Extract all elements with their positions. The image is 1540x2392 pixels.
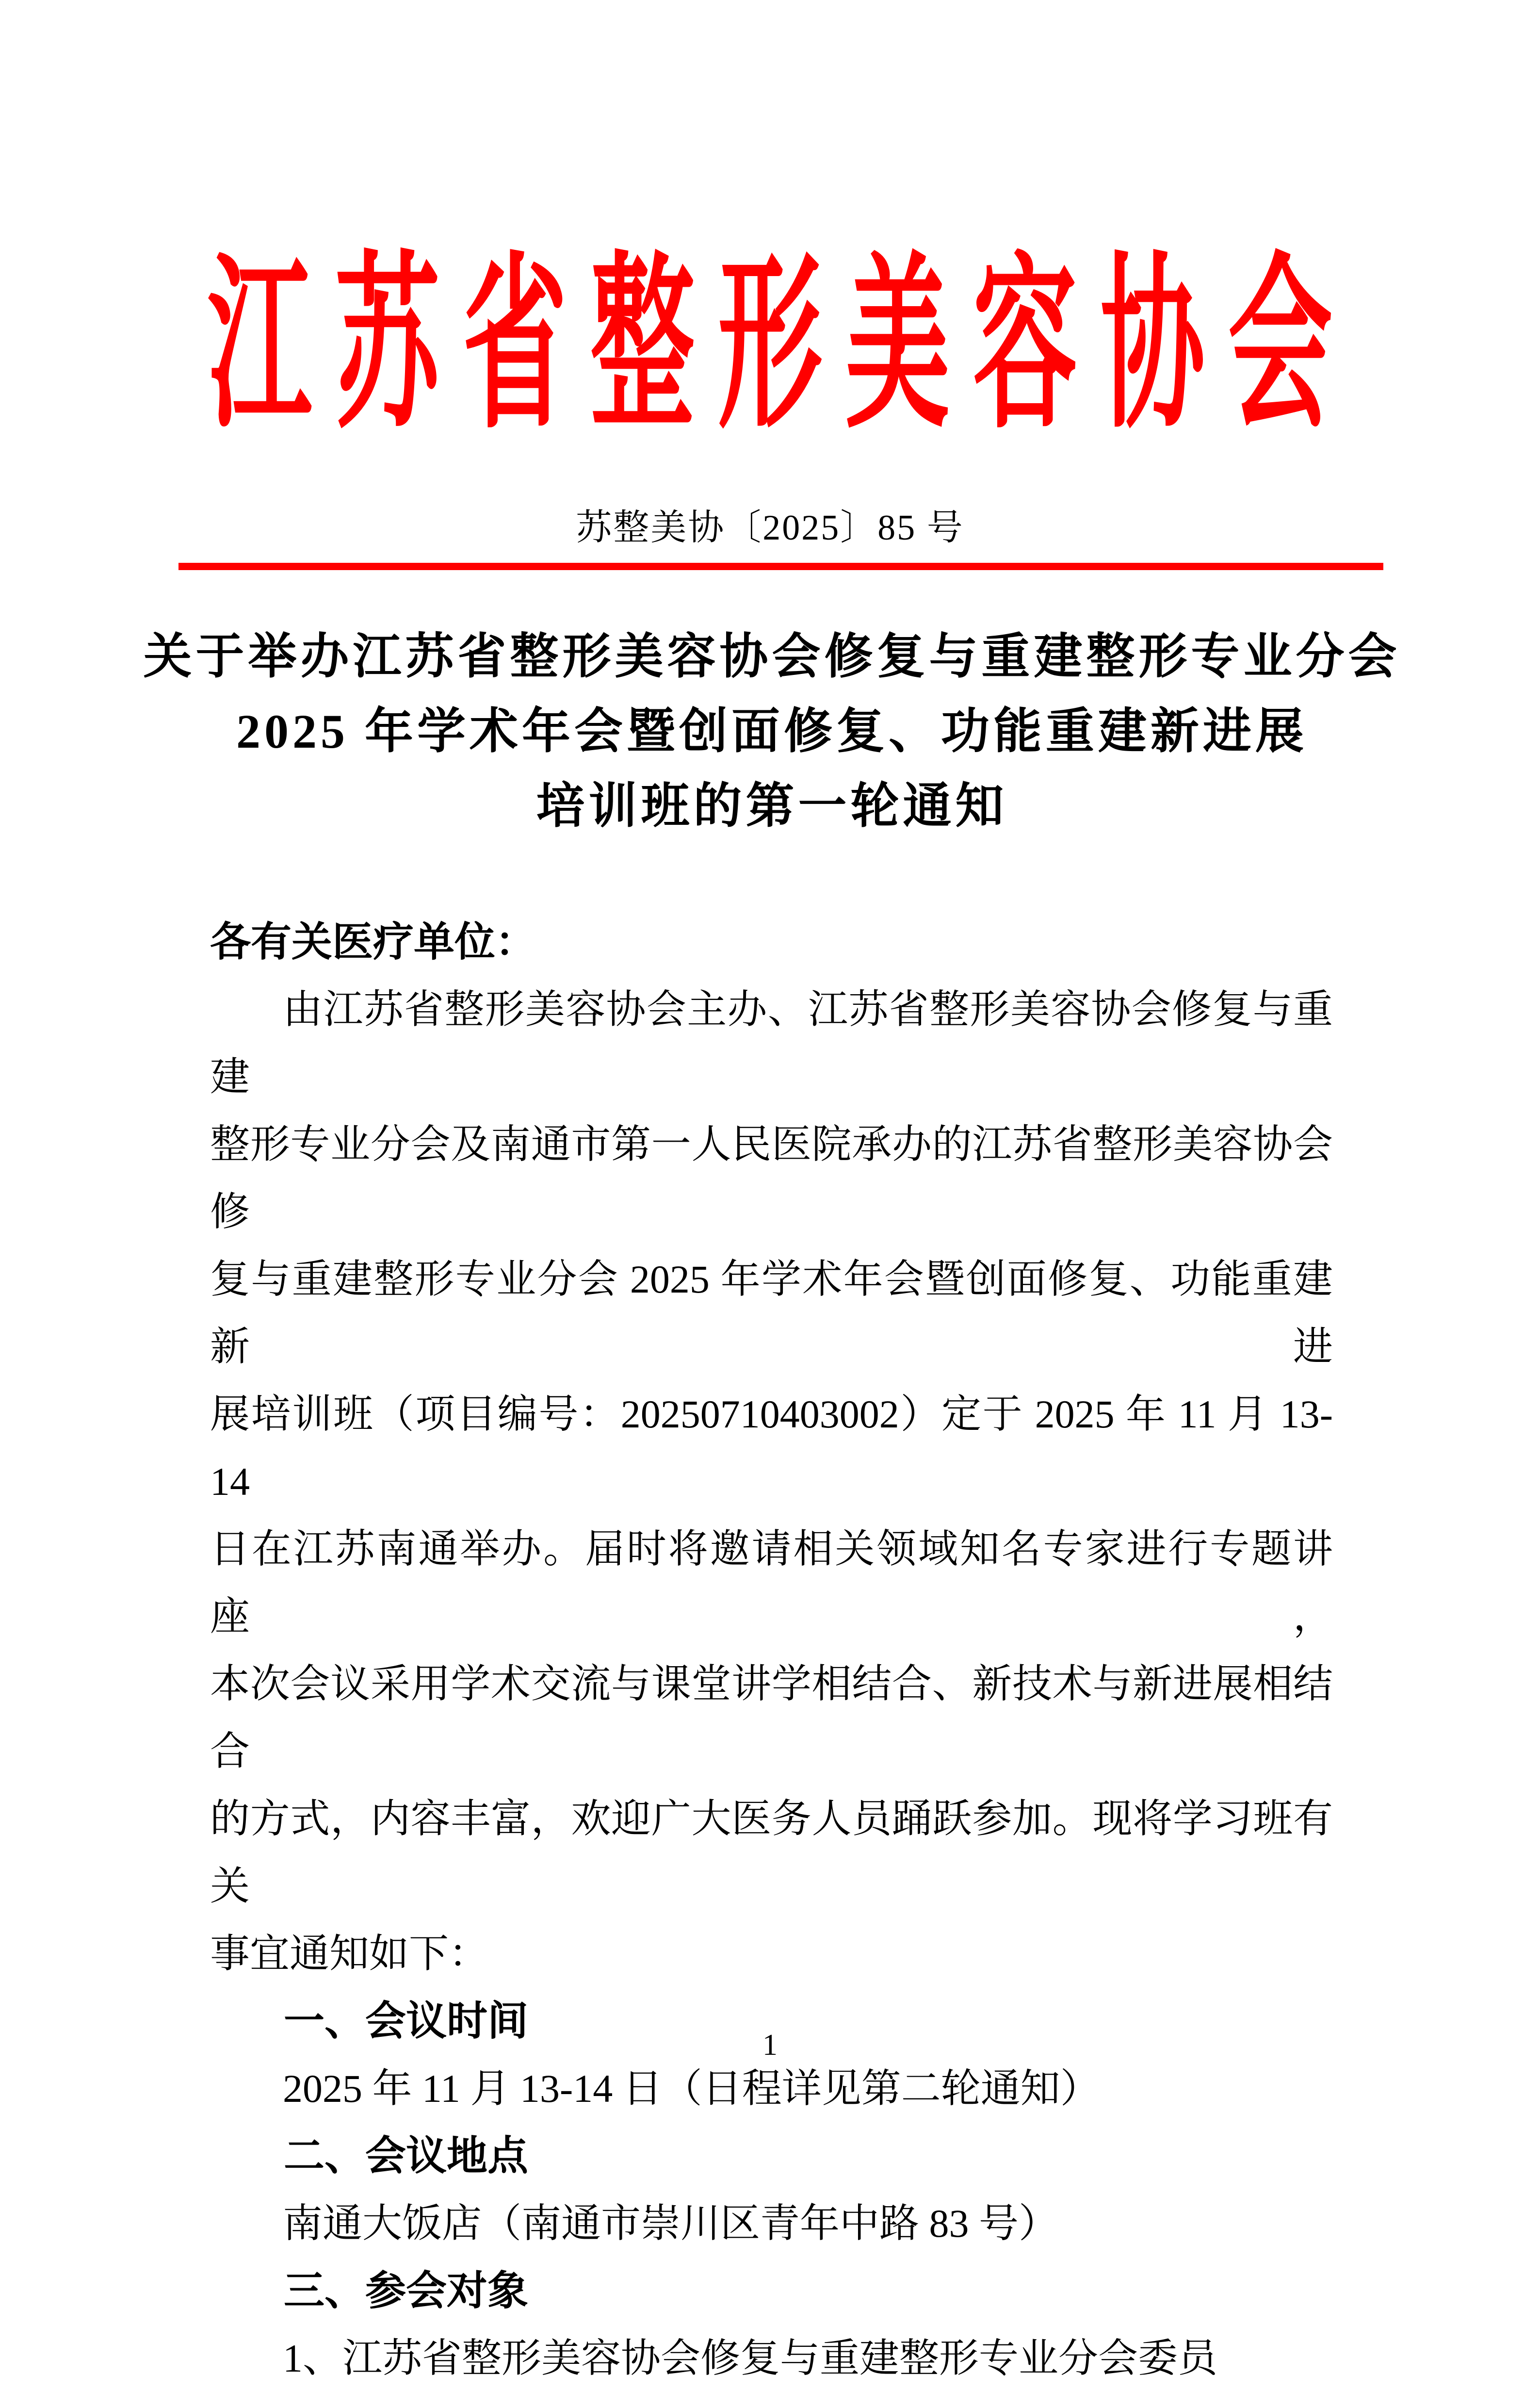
- red-divider-line: [178, 563, 1383, 570]
- doc-title-line-2: 2025 年学术年会暨创面修复、功能重建新进展: [236, 704, 1308, 758]
- section-heading-meeting-time: 一、会议时间: [284, 1998, 529, 2044]
- page-number: 1: [762, 2029, 778, 2062]
- paragraph-line: 事宜通知如下：: [210, 1932, 489, 1976]
- paragraph-line: 展培训班（项目编号：20250710403002）定于 2025 年 11 月 13-14: [210, 1392, 1333, 1504]
- section-body-meeting-place: 南通大饭店（南通市崇川区青年中路 83 号）: [283, 2201, 1059, 2245]
- section-heading-meeting-place: 二、会议地点: [284, 2133, 529, 2179]
- doc-title-line-3: 培训班的第一轮通知: [536, 779, 1008, 833]
- paragraph-line: 日在江苏南通举办。届时将邀请相关领域知名专家进行专题讲座，: [210, 1527, 1333, 1638]
- body-content: [210, 908, 1333, 2392]
- salutation: 各有关医疗单位：: [210, 919, 536, 965]
- doc-title: [0, 620, 1540, 844]
- paragraph-line: 本次会议采用学术交流与课堂讲学相结合、新技术与新进展相结合: [210, 1662, 1333, 1773]
- section-heading-attendees: 三、参会对象: [284, 2268, 529, 2313]
- paragraph-line: 由江苏省整形美容协会主办、江苏省整形美容协会修复与重建: [210, 987, 1333, 1099]
- paragraph-line: 整形专业分会及南通市第一人民医院承办的江苏省整形美容协会修: [210, 1122, 1333, 1234]
- paragraph-line: 的方式，内容丰富，欢迎广大医务人员踊跃参加。现将学习班有关: [210, 1797, 1333, 1908]
- org-name-header: 江苏省整形美容协会: [208, 242, 1356, 451]
- paragraph-line: 复与重建整形专业分会 2025 年学术年会暨创面修复、功能重建新进: [210, 1257, 1333, 1369]
- section-body-attendees: 1、江苏省整形美容协会修复与重建整形专业分会委员: [283, 2336, 1218, 2380]
- doc-title-line-1: 关于举办江苏省整形美容协会修复与重建整形专业分会: [143, 630, 1401, 684]
- doc-number: 苏整美协〔2025〕85 号: [576, 508, 964, 548]
- section-body-meeting-time: 2025 年 11 月 13-14 日（日程详见第二轮通知）: [283, 2066, 1100, 2111]
